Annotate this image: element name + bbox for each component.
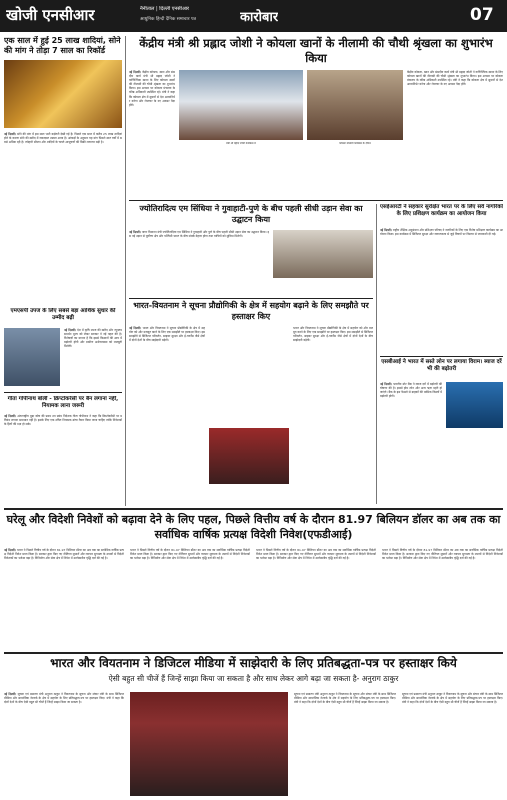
column-rule (125, 36, 126, 506)
business2-headline: एमएसपी उपज के लिए सबसे बड़ा आर्थिक सुधार की उम्मीद बढ़ी (10, 308, 116, 321)
digital-body-1: नई दिल्ली। सूचना एवं प्रसारण मंत्री अनुराग ठाकुर ने वियतनाम के सूचना और संचार मंत्री के साथ डिजिटल मीडिया और सामाजिक नेटवर्क के क्षेत्र में सहयोग के लिए प्रतिबद्धता-पत्र पर हस्ताक्षर किए। मंत्री ने कहा कि दोनों देशों के बीच ऐसी बहुत सी चीजें हैं जिन्हें साझा किया जा सकता है। (4, 692, 124, 705)
column-rule (376, 204, 377, 504)
sbi-body: नई दिल्ली। भारतीय स्टेट बैंक ने ब्याज दरों में बढ़ोतरी की घोषणा की है। इससे होम लोन और अन्य ऋण महंगे हो जाएंगे। बैंक के इस फैसले से ग्राहकों की मासिक किस्तों में बढ़ोतरी होगी। (380, 382, 442, 399)
scindia-body: नई दिल्ली। नागर विमानन मंत्री ज्योतिरादित्य एम सिंधिया ने गुवाहाटी और पुणे के बीच पहली सीधी उड़ान सेवा का उद्घाटन किया। इस नई उड़ान से पूर्वोत्तर क्षेत्र और पश्चिमी भारत के बीच संपर्क बेहतर होगा तथा यात्रियों को सुविधा मिलेगी। (129, 230, 269, 239)
article-sbi (380, 356, 503, 504)
sbi-headline: एसबीआई ने भारत में सस्ते लोन पर लगाया विराम। ब्याज दरें भी की बढ़ोतरी (381, 359, 502, 372)
coal-caption-1: मंत्री श्री प्रह्लाद जोशी कार्यक्रम में (226, 142, 256, 145)
divider (4, 392, 122, 393)
training-headline: एसईआरटी ने सहकार सुरक्षित भारत पर के लिए सर्व नागरिकों के लिए प्रशिक्षण कार्यक्रम का आयोजन किया (380, 204, 503, 217)
masthead (0, 0, 507, 32)
scindia-photo (273, 230, 373, 278)
coal-body-left: नई दिल्ली। केंद्रीय कोयला, खान और संसदीय कार्य मंत्री श्री प्रह्लाद जोशी ने वाणिज्यिक खनन के लिए कोयला खानों की नीलामी की चौथी श्रृंखला का शुभारंभ किया। इस अवसर पर कोयला मंत्रालय के वरिष्ठ अधिकारी उपस्थित रहे। मंत्री ने कहा कि कोयला क्षेत्र में सुधारों से देश आत्मनिर्भर बनेगा और रोजगार के नए अवसर पैदा होंगे। (129, 70, 175, 107)
geeta-headline: गीता गोपीनाथ बोलीं - क्रिप्टोकरेंसी पर बैन लगाना नहीं, नियामक लाना जरूरी (7, 396, 119, 409)
divider (129, 298, 373, 299)
gold-body: नई दिल्ली। सोने की मांग में इस साल भारी बढ़ोतरी देखी गई है। पिछले एक साल में करीब 25 लाख शादियां होने के कारण सोने की खरीद में जबरदस्त उछाल आया है। आंकड़ों के अनुसार यह मांग पिछले सात वर्षों में सबसे अधिक रही है। त्योहारी सीजन और शादियों के चलते आभूषणों की बिक्री लगातार बढ़ी है। (4, 132, 122, 145)
masthead-tagline: आधुनिक हिन्दी दैनिक समाचार पत्र (140, 17, 197, 22)
article-coal (129, 36, 503, 198)
gold-jewelry-photo (4, 60, 122, 128)
coal-headline: केंद्रीय मंत्री श्री प्रह्लाद जोशी ने कोयला खानों के नीलामी की चौथी श्रृंखला का शुभारंभ किया (139, 36, 493, 65)
article-training (380, 204, 503, 354)
vietnam-body-right: भारत और वियतनाम ने सूचना प्रौद्योगिकी के क्षेत्र में सहयोग को और मजबूत करने के लिए एक समझौते पर हस्ताक्षर किए। इस समझौते से डिजिटल परिवर्तन, साइबर सुरक्षा और ई-गवर्नेंस जैसे क्षेत्रों में दोनों देशों के बीच साझेदारी बढ़ेगी। (293, 326, 373, 343)
fdi-body-3: भारत ने पिछले वित्तीय वर्ष के दौरान 81.97 बिलियन डॉलर का अब तक का सर्वाधिक वार्षिक प्रत्यक्ष विदेशी निवेश प्राप्त किया है। सरकार द्वारा किए गए नीतिगत सुधारों और व्यापार सुगमता के उपायों से विदेशी निवेशकों का भरोसा बढ़ा है। विनिर्माण और सेवा क्षेत्र में निवेश में उल्लेखनीय वृद्धि दर्ज की गई है। (256, 548, 376, 561)
scindia-headline: ज्योतिरादित्य एम सिंधिया ने गुवाहाटी-पुणे के बीच पहली सीधी उड़ान सेवा का उद्घाटन किया (139, 204, 363, 224)
business2-photo (4, 328, 60, 386)
divider (380, 356, 503, 357)
masthead-title: खोजी एनसीआर (6, 6, 95, 24)
training-body: नई दिल्ली। राष्ट्रीय शैक्षिक अनुसंधान और प्रशिक्षण परिषद ने नागरिकों के लिए एक विशेष प्रशिक्षण कार्यक्रम का आयोजन किया। इस कार्यक्रम में डिजिटल सुरक्षा और जागरूकता से जुड़े विषयों पर विस्तार से जानकारी दी गई। (380, 228, 503, 237)
vietnam-headline: भारत-वियतनाम ने सूचना प्रौद्योगिकी के क्षेत्र में सहयोग बढ़ाने के लिए समझौते पर हस्ताक्षर किए (133, 301, 369, 321)
article-vietnam-it (129, 298, 373, 504)
article-fdi (4, 508, 503, 650)
geeta-body: नई दिल्ली। अंतरराष्ट्रीय मुद्रा कोष की प्रथम उप प्रबंध निदेशक गीता गोपीनाथ ने कहा कि क्रिप्टोकरेंसी पर प्रतिबंध लगाना समाधान नहीं है। इसके लिए एक उचित नियामक ढांचा तैयार किया जाना चाहिए ताकि निवेशकों के हितों की रक्षा हो सके। (4, 414, 122, 427)
gold-headline: एक साल में हुई 25 लाख शादियां, सोने की मांग ने तोड़ा 7 साल का रिकॉर्ड (4, 36, 121, 55)
page-number: 07 (470, 5, 494, 25)
business2-body: नई दिल्ली। देश में कृषि उपज की खरीद और न्यूनतम समर्थन मूल्य को लेकर सरकार ने नई पहल की है। विशेषज्ञों का मानना है कि इससे किसानों की आय में बढ़ोतरी होगी और ग्रामीण अर्थव्यवस्था को मजबूती मिलेगी। (64, 328, 122, 349)
fdi-body-2: भारत ने पिछले वित्तीय वर्ष के दौरान 81.97 बिलियन डॉलर का अब तक का सर्वाधिक वार्षिक प्रत्यक्ष विदेशी निवेश प्राप्त किया है। सरकार द्वारा किए गए नीतिगत सुधारों और व्यापार सुगमता के उपायों से विदेशी निवेशकों का भरोसा बढ़ा है। विनिर्माण और सेवा क्षेत्र में निवेश में उल्लेखनीय वृद्धि दर्ज की गई है। (130, 548, 250, 561)
vietnam-signing-photo (209, 428, 289, 484)
article-gold (4, 36, 122, 506)
sbi-building-photo (446, 382, 503, 428)
coal-body-right: केंद्रीय कोयला, खान और संसदीय कार्य मंत्री श्री प्रह्लाद जोशी ने वाणिज्यिक खनन के लिए कोयला खानों की नीलामी की चौथी श्रृंखला का शुभारंभ किया। इस अवसर पर कोयला मंत्रालय के वरिष्ठ अधिकारी उपस्थित रहे। मंत्री ने कहा कि कोयला क्षेत्र में सुधारों से देश आत्मनिर्भर बनेगा और रोजगार के नए अवसर पैदा होंगे। (407, 70, 503, 87)
digital-headline: भारत और वियतनाम ने डिजिटल मीडिया में साझेदारी के लिए प्रतिबद्धता-पत्र पर हस्ताक्षर किये (50, 656, 457, 670)
digital-body-2: सूचना एवं प्रसारण मंत्री अनुराग ठाकुर ने वियतनाम के सूचना और संचार मंत्री के साथ डिजिटल मीडिया और सामाजिक नेटवर्क के क्षेत्र में सहयोग के लिए प्रतिबद्धता-पत्र पर हस्ताक्षर किए। मंत्री ने कहा कि दोनों देशों के बीच ऐसी बहुत सी चीजें हैं जिन्हें साझा किया जा सकता है। (294, 692, 396, 705)
digital-body-3: सूचना एवं प्रसारण मंत्री अनुराग ठाकुर ने वियतनाम के सूचना और संचार मंत्री के साथ डिजिटल मीडिया और सामाजिक नेटवर्क के क्षेत्र में सहयोग के लिए प्रतिबद्धता-पत्र पर हस्ताक्षर किए। मंत्री ने कहा कि दोनों देशों के बीच ऐसी बहुत सी चीजें हैं जिन्हें साझा किया जा सकता है। (402, 692, 503, 705)
divider (129, 200, 503, 201)
coal-event-photo (179, 70, 303, 140)
fdi-headline: घरेलू और विदेशी निवेशों को बढ़ावा देने के लिए पहल, पिछले वित्तीय वर्ष के दौरान 81.97 बिलियन डॉलर का अब तक का सर्वाधिक वार्षिक प्रत्यक्ष विदेशी निवेश(एफडीआई) (6, 513, 501, 541)
digital-signing-photo (130, 692, 288, 796)
divider (4, 508, 503, 510)
vietnam-body-left: नई दिल्ली। भारत और वियतनाम ने सूचना प्रौद्योगिकी के क्षेत्र में सहयोग को और मजबूत करने के लिए एक समझौते पर हस्ताक्षर किए। इस समझौते से डिजिटल परिवर्तन, साइबर सुरक्षा और ई-गवर्नेंस जैसे क्षेत्रों में दोनों देशों के बीच साझेदारी बढ़ेगी। (129, 326, 205, 343)
fdi-body-1: नई दिल्ली। भारत ने पिछले वित्तीय वर्ष के दौरान 81.97 बिलियन डॉलर का अब तक का सर्वाधिक वार्षिक प्रत्यक्ष विदेशी निवेश प्राप्त किया है। सरकार द्वारा किए गए नीतिगत सुधारों और व्यापार सुगमता के उपायों से विदेशी निवेशकों का भरोसा बढ़ा है। विनिर्माण और सेवा क्षेत्र में निवेश में उल्लेखनीय वृद्धि दर्ज की गई है। (4, 548, 124, 561)
article-scindia (129, 204, 373, 296)
coal-caption-2: कोयला नीलामी कार्यक्रम के दौरान (339, 142, 371, 145)
article-digital-media (4, 652, 503, 798)
divider (4, 652, 503, 654)
coal-minister-photo (307, 70, 403, 140)
fdi-body-4: भारत ने पिछले वित्तीय वर्ष के दौरान 81.97 बिलियन डॉलर का अब तक का सर्वाधिक वार्षिक प्रत्यक्ष विदेशी निवेश प्राप्त किया है। सरकार द्वारा किए गए नीतिगत सुधारों और व्यापार सुगमता के उपायों से विदेशी निवेशकों का भरोसा बढ़ा है। विनिर्माण और सेवा क्षेत्र में निवेश में उल्लेखनीय वृद्धि दर्ज की गई है। (382, 548, 503, 561)
section-title: कारोबार (240, 10, 279, 25)
digital-subhead: ऐसी बहुत सी चीजें हैं जिन्हें साझा किया जा सकता है और साथ लेकर आगे बढ़ा जा सकता है- अनुराग ठाकुर (108, 674, 399, 683)
masthead-date-line: नैनीताल | दिल्ली एनसीआर (140, 6, 190, 12)
